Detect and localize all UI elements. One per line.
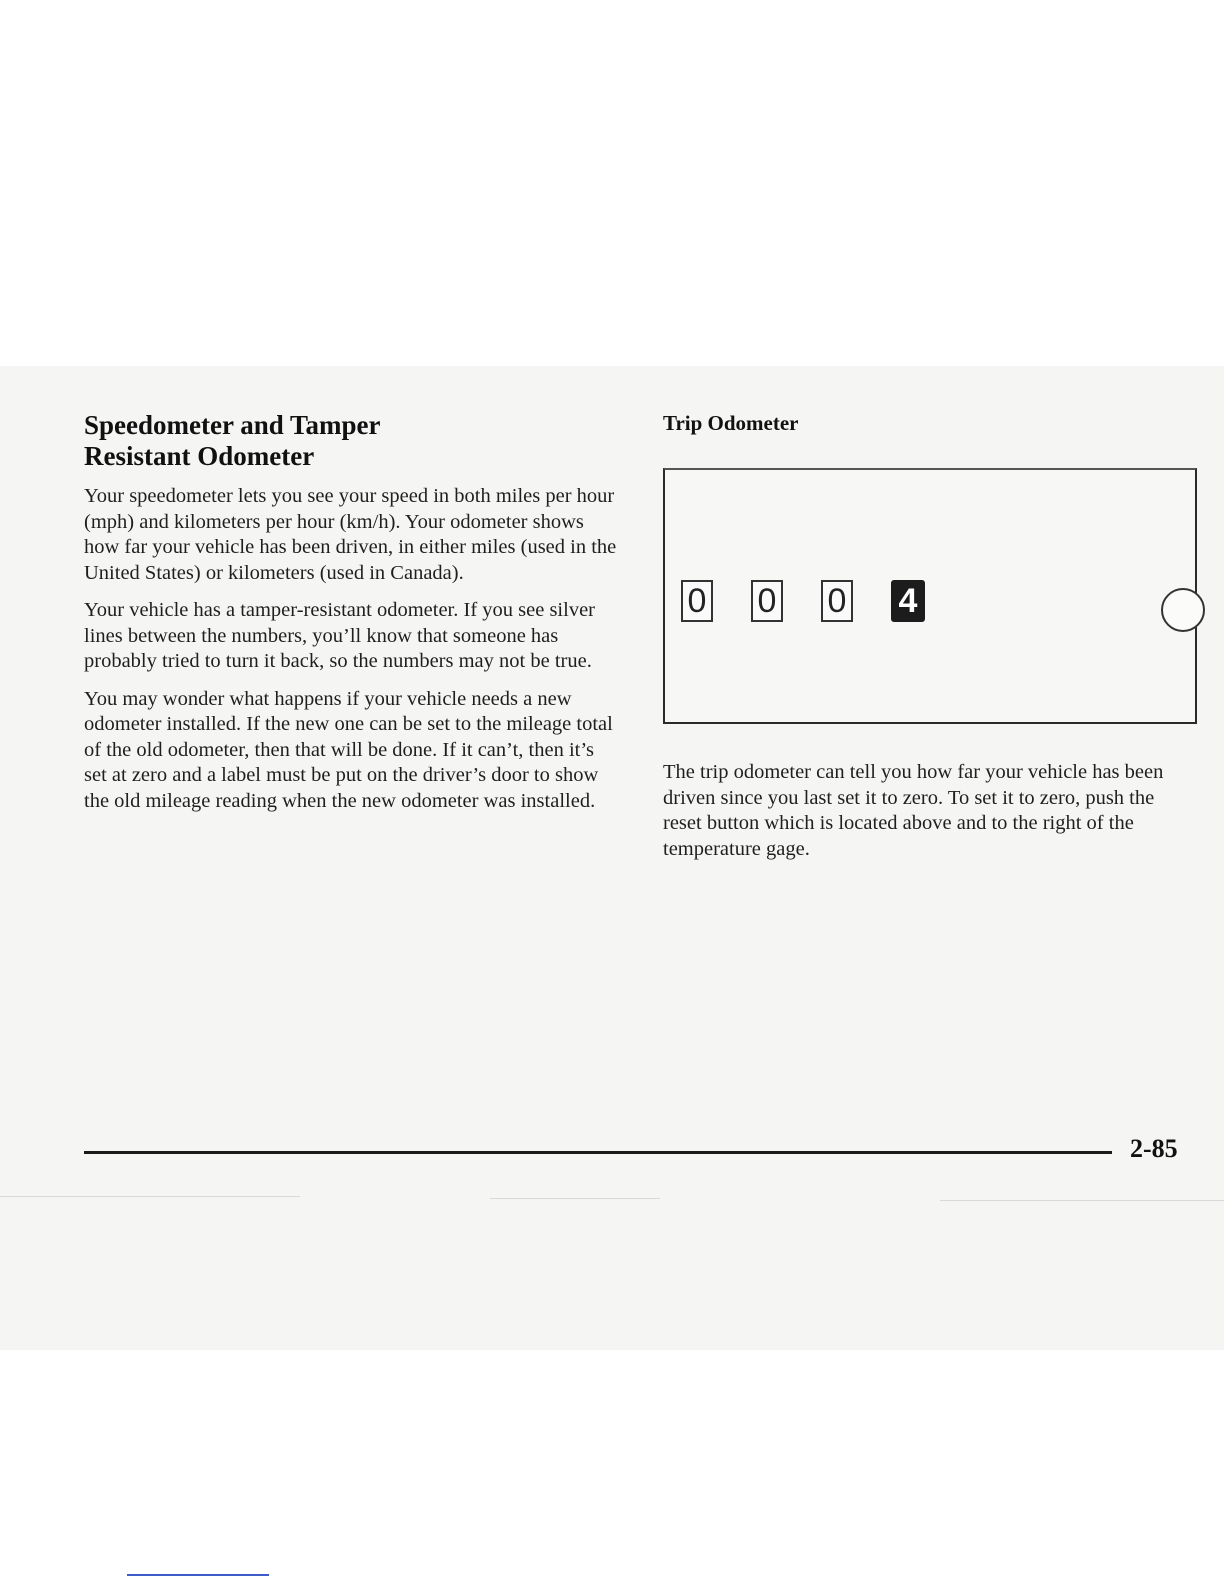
trip-odometer-title: Trip Odometer bbox=[663, 411, 799, 435]
scan-artifact-line bbox=[940, 1200, 1224, 1201]
paragraph-trip-odometer: The trip odometer can tell you how far your vehicle has been driven since you last set it to zero. To set it to zero, push the reset button which is located above and to the right of the temperature gage. bbox=[663, 761, 1164, 860]
odometer-digit-tenths: 4 bbox=[891, 580, 925, 622]
page-number: 2-85 bbox=[1130, 1134, 1178, 1163]
scan-artifact-blue-line bbox=[127, 1574, 269, 1576]
odometer-digit: 0 bbox=[821, 580, 853, 622]
right-column-header bbox=[663, 410, 1198, 436]
paragraph-new-odometer: You may wonder what happens if your vehicle needs a new odometer installed. If the new one can be set to the mileage total of the old odometer, then that will be done. If it can’t, then it’s set at zero and a label must be put on the driver’s door to show the old mileage reading when the new odometer was installed. bbox=[84, 687, 613, 812]
section-title-line-2: Resistant Odometer bbox=[84, 441, 315, 471]
paragraph-speedometer: Your speedometer lets you see your speed in both miles per hour (mph) and kilometers per hour (km/h). Your odometer shows how far your vehicle has been driven, in either miles (used in the United States) or kilometers (used in Canada). bbox=[84, 485, 617, 584]
footer-rule bbox=[84, 1151, 1112, 1154]
paragraph-tamper-resistant: Your vehicle has a tamper-resistant odometer. If you see silver lines between the numbers, you’ll know that someone has probably tried to turn it back, so the numbers may not be true. bbox=[84, 599, 595, 672]
odometer-digits bbox=[681, 580, 925, 622]
scan-artifact-line bbox=[0, 1196, 300, 1197]
trip-odometer-illustration bbox=[663, 468, 1197, 724]
odometer-digit: 0 bbox=[751, 580, 783, 622]
reset-button-circle-icon bbox=[1161, 588, 1205, 632]
scan-artifact-line bbox=[490, 1198, 660, 1199]
section-title-line-1: Speedometer and Tamper bbox=[84, 410, 381, 440]
odometer-digit: 0 bbox=[681, 580, 713, 622]
left-column bbox=[84, 410, 619, 826]
section-title bbox=[84, 410, 619, 472]
